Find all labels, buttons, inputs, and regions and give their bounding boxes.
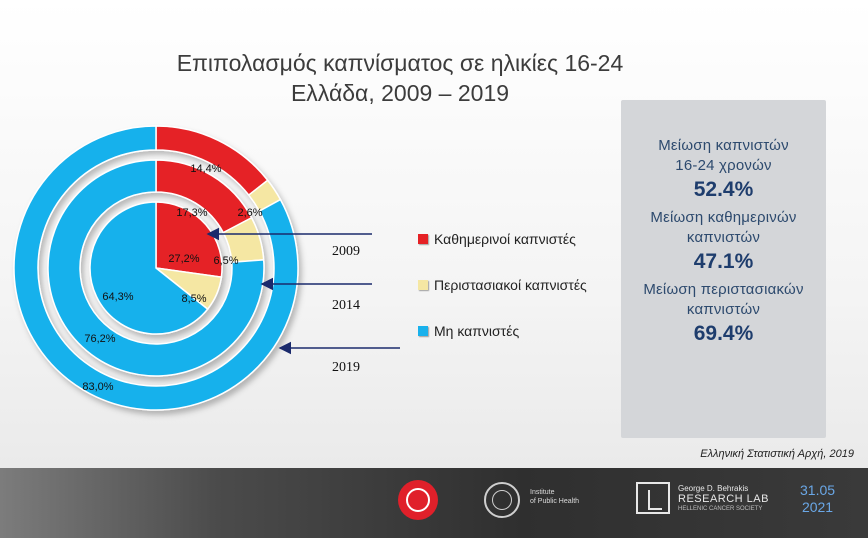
data-label-2019-nonsmokers: 83,0% [82, 381, 114, 393]
info-label-1b: 16-24 χρονών [675, 157, 772, 174]
legend-item-nonsmokers [418, 320, 587, 342]
lab-line-1: George D. Behrakis [678, 484, 749, 493]
info-label-2b: καπνιστών [686, 229, 761, 246]
date-line-2: 2021 [801, 499, 834, 515]
research-lab-logo [636, 482, 670, 514]
legend-label-occasional: Περιστασιακοί καπνιστές [434, 277, 587, 293]
year-label-2019: 2019 [332, 360, 360, 375]
info-label-1a: Μείωση καπνιστών [658, 137, 789, 154]
institute-line-1: Institute [530, 489, 555, 496]
year-label-2009: 2009 [332, 244, 360, 259]
reduction-info-box [621, 100, 826, 438]
lab-line-3: HELLENIC CANCER SOCIETY [678, 506, 763, 512]
legend-swatch-daily [418, 234, 428, 244]
institute-text [530, 488, 600, 506]
data-label-2019-occasional: 2,6% [237, 207, 263, 219]
title-line-1: Επιπολασμός καπνίσματος σε ηλικίες 16-24 [176, 50, 624, 76]
data-label-2014-occasional: 6,5% [213, 255, 239, 267]
footer-bar [0, 468, 868, 538]
info-value-3: 69.4% [693, 322, 754, 345]
data-label-2009-nonsmokers: 64,3% [102, 291, 134, 303]
info-label-2a: Μείωση καθημερινών [650, 209, 797, 226]
institute-line-2: of Public Health [530, 498, 580, 505]
data-label-2014-nonsmokers: 76,2% [84, 333, 116, 345]
chart-legend [418, 228, 587, 366]
info-label-3a: Μείωση περιστασιακών [643, 281, 804, 298]
presentation-date [800, 482, 835, 516]
legend-swatch-occasional [418, 280, 428, 290]
info-value-2: 47.1% [693, 250, 754, 273]
research-lab-text [678, 484, 788, 514]
legend-item-daily [418, 228, 587, 250]
data-label-2014-daily: 17,3% [176, 207, 208, 219]
info-label-3b: καπνιστών [686, 301, 761, 318]
year-label-2014: 2014 [332, 298, 360, 313]
data-label-2009-daily: 27,2% [168, 253, 200, 265]
info-value-1: 52.4% [693, 178, 754, 201]
title-line-2: Ελλάδα, 2009 – 2019 [290, 80, 510, 106]
data-label-2009-occasional: 8,5% [181, 293, 207, 305]
legend-label-daily: Καθημερινοί καπνιστές [434, 231, 576, 247]
lab-line-2: RESEARCH LAB [678, 493, 769, 505]
data-label-2019-daily: 14,4% [190, 163, 222, 175]
university-seal-logo [484, 482, 520, 518]
source-note: Ελληνική Στατιστική Αρχή, 2019 [700, 448, 854, 460]
legend-item-occasional [418, 274, 587, 296]
cancer-society-logo [398, 480, 438, 520]
legend-label-nonsmokers: Μη καπνιστές [434, 323, 520, 339]
date-line-1: 31.05 [800, 482, 836, 498]
legend-swatch-nonsmokers [418, 326, 428, 336]
